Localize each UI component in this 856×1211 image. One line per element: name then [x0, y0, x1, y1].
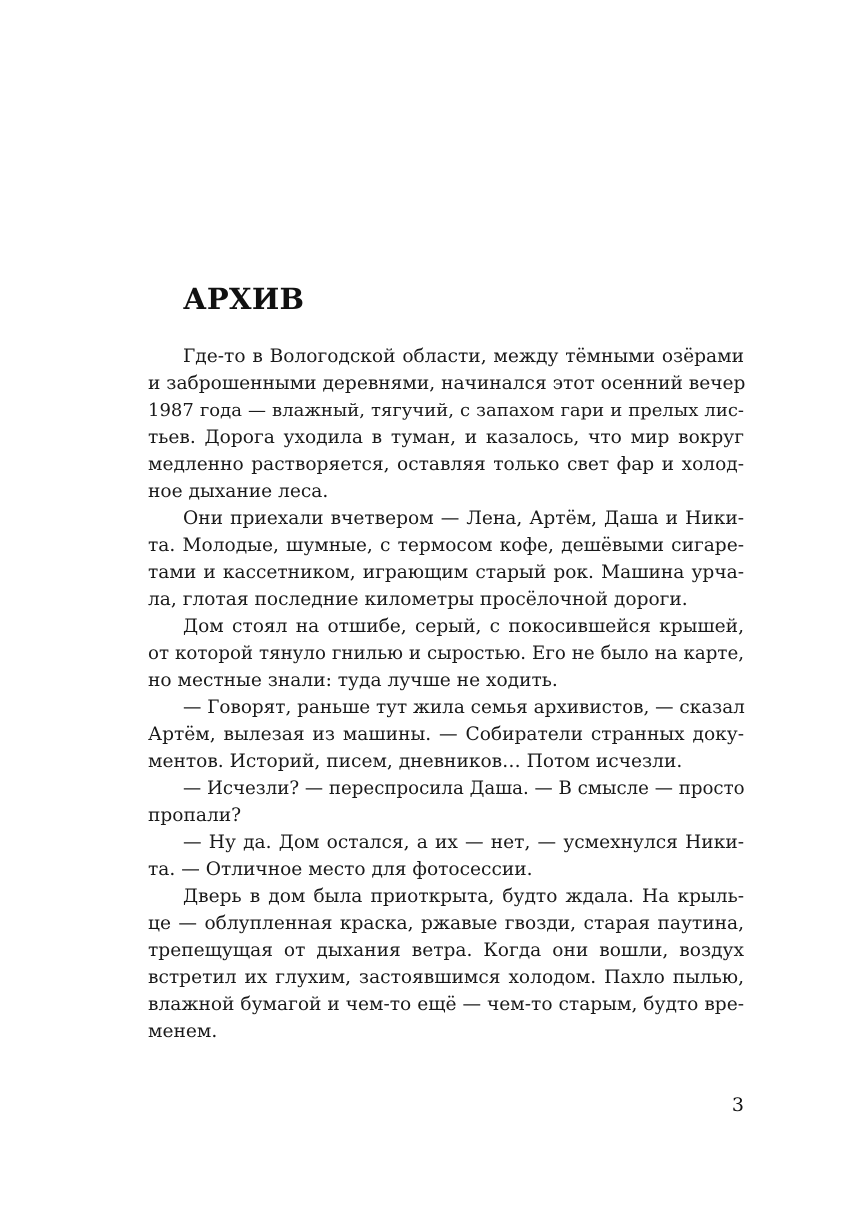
text-line: це — облупленная краска, ржавые гвозди, старая паутина, [148, 913, 744, 934]
chapter-title: АРХИВ [183, 282, 305, 316]
paragraph [148, 829, 744, 883]
text-line: но местные знали: туда лучше не ходить. [148, 670, 558, 691]
text-line: 1987 года — влажный, тягучий, с запахом гари и прелых лис- [148, 400, 744, 421]
text-line: ное дыхание леса. [148, 481, 329, 502]
text-line: тьев. Дорога уходила в туман, и казалось, что мир вокруг [148, 427, 744, 448]
text-line: менем. [148, 1021, 218, 1042]
text-line: та. — Отличное место для фотосессии. [148, 859, 533, 880]
text-line: ментов. Историй, писем, дневников… Потом исчезли. [148, 751, 683, 772]
paragraph [148, 505, 744, 613]
text-line: — Говорят, раньше тут жила семья архивистов, — сказал [183, 697, 745, 718]
text-line: встретил их глухим, застоявшимся холодом. Пахло пылью, [148, 967, 744, 988]
text-line: тами и кассетником, играющим старый рок. Машина урча- [148, 562, 744, 583]
text-line: Дверь в дом была приоткрыта, будто ждала. На крыль- [183, 886, 744, 907]
text-line: ла, глотая последние километры просёлочной дороги. [148, 589, 688, 610]
text-line: Дом стоял на отшибе, серый, с покосившейся крышей, [183, 616, 744, 637]
text-line: влажной бумагой и чем-то ещё — чем-то старым, будто вре- [148, 994, 744, 1015]
paragraph [148, 775, 744, 829]
text-line: Где-то в Вологодской области, между тёмными озёрами [183, 346, 744, 367]
paragraph [148, 343, 744, 505]
text-line: — Исчезли? — переспросила Даша. — В смысле — просто [183, 778, 745, 799]
text-line: медленно растворяется, оставляя только свет фар и холод- [148, 454, 744, 475]
text-line: трепещущая от дыхания ветра. Когда они вошли, воздух [148, 940, 744, 961]
paragraph [148, 694, 744, 775]
paragraph [148, 613, 744, 694]
text-line: Артём, вылезая из машины. — Собиратели странных доку- [148, 724, 744, 745]
paragraph [148, 883, 744, 1045]
page-number: 3 [731, 1094, 744, 1116]
text-line: та. Молодые, шумные, с термосом кофе, дешёвыми сигаре- [148, 535, 744, 556]
text-line: Они приехали вчетвером — Лена, Артём, Даша и Ники- [183, 508, 744, 529]
text-line: и заброшенными деревнями, начинался этот осенний вечер [148, 373, 746, 394]
body-text [148, 343, 744, 1045]
text-line: от которой тянуло гнилью и сыростью. Его не было на карте, [148, 643, 744, 664]
text-line: пропали? [148, 805, 242, 826]
text-line: — Ну да. Дом остался, а их — нет, — усмехнулся Ники- [183, 832, 744, 853]
